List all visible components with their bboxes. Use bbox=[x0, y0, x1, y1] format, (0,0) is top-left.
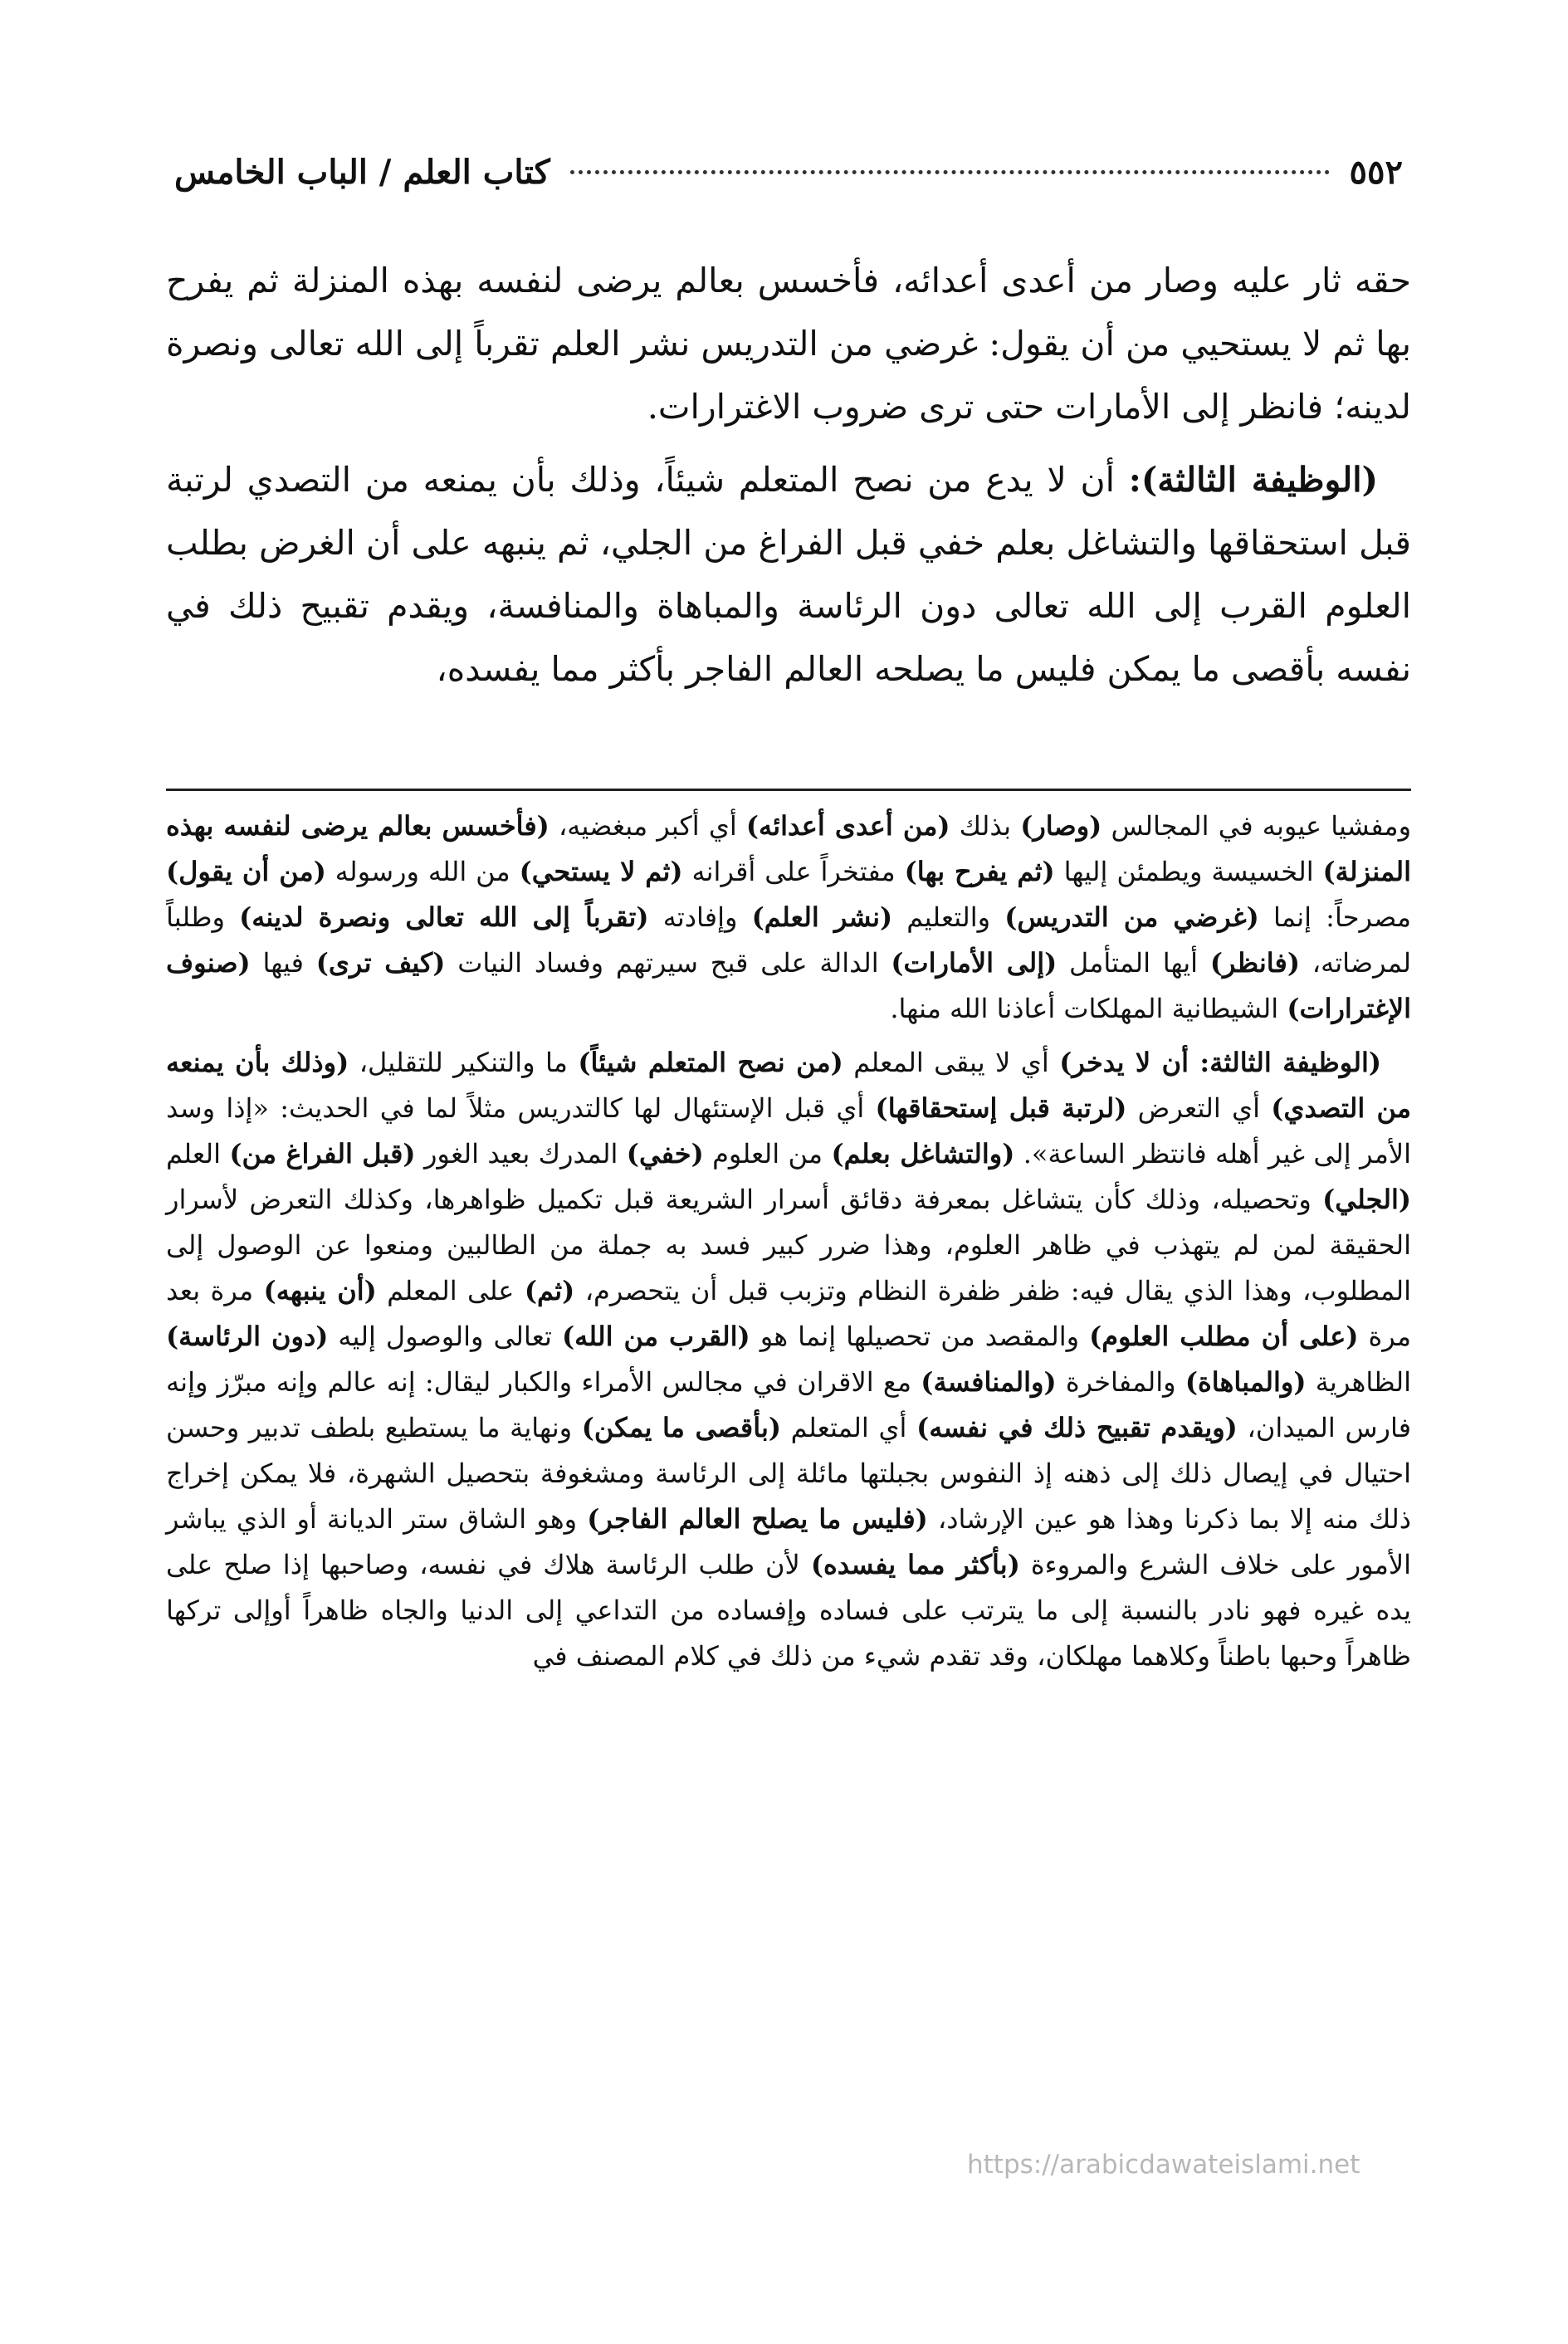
commentary-text: ومفشيا عيوبه في المجالس bbox=[1102, 810, 1412, 842]
commentary-text: تعالى والوصول إليه bbox=[328, 1321, 562, 1352]
commentary bbox=[166, 803, 1411, 1687]
commentary-text: وطلباً لمرضاته، bbox=[166, 901, 1411, 979]
commentary-text: مع الاقران في مجالس الأمراء والكبار ليقال: إنه عالم وإنه مبرّز وإنه فارس الميدان، bbox=[166, 1366, 1412, 1443]
commentary-text: أي أكبر مبغضيه، bbox=[549, 810, 746, 842]
commentary-text: أيها المتأمل bbox=[1057, 947, 1210, 979]
commentary-text: مفتخراً على أقرانه bbox=[682, 856, 905, 887]
commentary-text: والتعليم bbox=[892, 901, 1005, 933]
quoted-text: (غرضي من التدريس) bbox=[1004, 901, 1259, 933]
commentary-text: والمقصد من تحصيلها إنما هو bbox=[750, 1321, 1090, 1352]
quoted-text: (والمباهاة) bbox=[1185, 1366, 1307, 1398]
quoted-text: (وصار) bbox=[1020, 810, 1102, 842]
quoted-text: (فأخسس بعالم يرضى لنفسه بهذه المنزلة) bbox=[166, 810, 1412, 887]
commentary-text: المدرك بعيد الغور bbox=[415, 1138, 627, 1170]
commentary-text: من الله ورسوله bbox=[325, 856, 520, 887]
quoted-text: (لرتبة قبل إستحقاقها) bbox=[875, 1092, 1127, 1124]
quoted-text: (دون الرئاسة) bbox=[166, 1321, 329, 1352]
quoted-text: (ثم) bbox=[524, 1275, 575, 1306]
commentary-paragraph bbox=[166, 803, 1411, 1032]
commentary-text: من العلوم bbox=[703, 1138, 832, 1170]
quoted-text: (أن ينبهه) bbox=[263, 1275, 377, 1306]
commentary-text: ونهاية ما يستطيع بلطف تدبير وحسن احتيال في إيصال ذلك إلى ذهنه إذ النفوس بجبلتها مائلة إلى الرئاسة ومشغوفة بتحصيل الشهرة، فلا يمكن إخراج ذلك منه إلا بما ذكرنا وهذا هو عين الإرشاد، bbox=[166, 1412, 1412, 1535]
footnote-divider bbox=[166, 789, 1411, 791]
main-paragraph-text: أن لا يدع من نصح المتعلم شيئاً، وذلك بأن يمنعه من التصدي لرتبة قبل استحقاقها والتشاغل بعلم خفي قبل الفراغ من الجلي، ثم ينبهه على أن الغرض بطلب العلوم القرب إلى الله تعالى دون الرئاسة والمباهاة والمنافسة، ويقدم تقبيح ذلك في نفسه بأقصى ما يمكن فليس ما يصلحه العالم الفاجر بأكثر مما يفسده، bbox=[166, 460, 1411, 689]
commentary-text: العلم bbox=[166, 1138, 230, 1170]
main-paragraph bbox=[166, 448, 1411, 701]
quoted-text: (فانظر) bbox=[1209, 947, 1300, 979]
chapter-title: كتاب العلم / الباب الخامس bbox=[174, 152, 550, 192]
commentary-text: الخسيسة ويطمئن إليها bbox=[1054, 856, 1323, 887]
page-header bbox=[174, 143, 1403, 201]
quoted-text: (القرب من الله) bbox=[561, 1321, 750, 1352]
quoted-text: (الوظيفة الثالثة: أن لا يدخر) bbox=[1059, 1047, 1382, 1078]
commentary-text: أي المتعلم bbox=[781, 1412, 917, 1443]
commentary-text: لأن طلب الرئاسة هلاك في نفسه، وصاحبها إذا صلح على يده غيره فهو نادر بالنسبة إلى ما يترتب على فساده وإفساده من التداعي إلى الدنيا والجاه ظاهراً أوإلى تركها ظاهراً وحبها باطناً وكلاهما مهلكان، وقد تقدم شيء من ذلك في كلام المصنف في bbox=[166, 1549, 1412, 1672]
commentary-text: أي التعرض bbox=[1126, 1092, 1272, 1124]
quoted-text: (بأكثر مما يفسده) bbox=[810, 1549, 1020, 1580]
section-label: (الوظيفة الثالثة): bbox=[1128, 460, 1378, 500]
quoted-text: (على أن مطلب العلوم) bbox=[1089, 1321, 1359, 1352]
quoted-text: (والتشاغل بعلم) bbox=[831, 1138, 1015, 1170]
quoted-text: (ثم يفرح بها) bbox=[904, 856, 1055, 887]
quoted-text: (تقرباً إلى الله تعالى ونصرة لدينه) bbox=[239, 901, 649, 933]
quoted-text: (قبل الفراغ من) bbox=[229, 1138, 416, 1170]
quoted-text: (بأقصى ما يمكن) bbox=[581, 1412, 782, 1443]
commentary-text: ما والتنكير للتقليل، bbox=[349, 1047, 579, 1078]
quoted-text: (خفي) bbox=[626, 1138, 704, 1170]
commentary-text: الشيطانية المهلكات أعاذنا الله منها. bbox=[890, 993, 1287, 1024]
commentary-text: الظاهرية bbox=[1306, 1366, 1412, 1398]
quoted-text: (الجلي) bbox=[1322, 1184, 1411, 1215]
commentary-text: مصرحاً: إنما bbox=[1258, 901, 1412, 933]
commentary-text: والمفاخرة bbox=[1056, 1366, 1185, 1398]
quoted-text: (من أعدى أعدائه) bbox=[745, 810, 950, 842]
main-paragraph: حقه ثار عليه وصار من أعدى أعدائه، فأخسس بعالم يرضى لنفسه بهذه المنزلة ثم يفرح بها ثم لا يستحيي من أن يقول: غرضي من التدريس نشر العلم تقرباً إلى الله تعالى ونصرة لدينه؛ فانظر إلى الأمارات حتى ترى ضروب الاغترارات. bbox=[166, 261, 1411, 427]
commentary-text: وهو الشاق ستر الديانة أو الذي يباشر الأمور على خلاف الشرع والمروءة bbox=[166, 1503, 1412, 1580]
commentary-text: مرة بعد مرة bbox=[166, 1275, 1412, 1352]
commentary-text: أي لا يبقى المعلم bbox=[843, 1047, 1060, 1078]
quoted-text: (إلى الأمارات) bbox=[891, 947, 1058, 979]
header-dotted-leader bbox=[570, 170, 1330, 174]
quoted-text: (والمنافسة) bbox=[921, 1366, 1057, 1398]
quoted-text: (ويقدم تقبيح ذلك في نفسه) bbox=[916, 1412, 1238, 1443]
commentary-text: على المعلم bbox=[376, 1275, 525, 1306]
quoted-text: (وذلك بأن يمنعه من التصدي) bbox=[166, 1047, 1412, 1124]
commentary-text: فيها bbox=[250, 947, 316, 979]
quoted-text: (فليس ما يصلح العالم الفاجر) bbox=[587, 1503, 928, 1535]
page-number: ٥٥٢ bbox=[1349, 152, 1403, 192]
quoted-text: (من أن يقول) bbox=[166, 856, 326, 887]
commentary-text: بذلك bbox=[950, 810, 1021, 842]
quoted-text: (كيف ترى) bbox=[315, 947, 446, 979]
commentary-text: وإفادته bbox=[648, 901, 752, 933]
watermark-url: https://arabicdawateislami.net bbox=[967, 2150, 1360, 2180]
commentary-text: أي قبل الإستئهال لها كالتدريس مثلاً لما في الحديث: «إذا وسد الأمر إلى غير أهله فانتظر الساعة». bbox=[166, 1092, 1412, 1170]
main-text bbox=[166, 249, 1411, 711]
quoted-text: (من نصح المتعلم شيئاً) bbox=[578, 1047, 843, 1078]
quoted-text: (ثم لا يستحي) bbox=[519, 856, 683, 887]
quoted-text: (صنوف الإغترارات) bbox=[166, 947, 1411, 1024]
commentary-paragraph bbox=[166, 1040, 1411, 1679]
commentary-text: وتحصيله، وذلك كأن يتشاغل بمعرفة دقائق أسرار الشريعة قبل تكميل ظواهرها، وكذلك التعرض لأسرار الحقيقة لمن لم يتهذب في ظاهر العلوم، وهذا ضرر كبير فسد به جملة من الطالبين ومنعوا عن الوصول إلى المطلوب، وهذا الذي يقال فيه: ظفر ظفرة النظام وتزبب قبل أن يتحصرم، bbox=[166, 1184, 1412, 1306]
quoted-text: (نشر العلم) bbox=[751, 901, 893, 933]
commentary-text: الدالة على قبح سيرتهم وفساد النيات bbox=[445, 947, 891, 979]
